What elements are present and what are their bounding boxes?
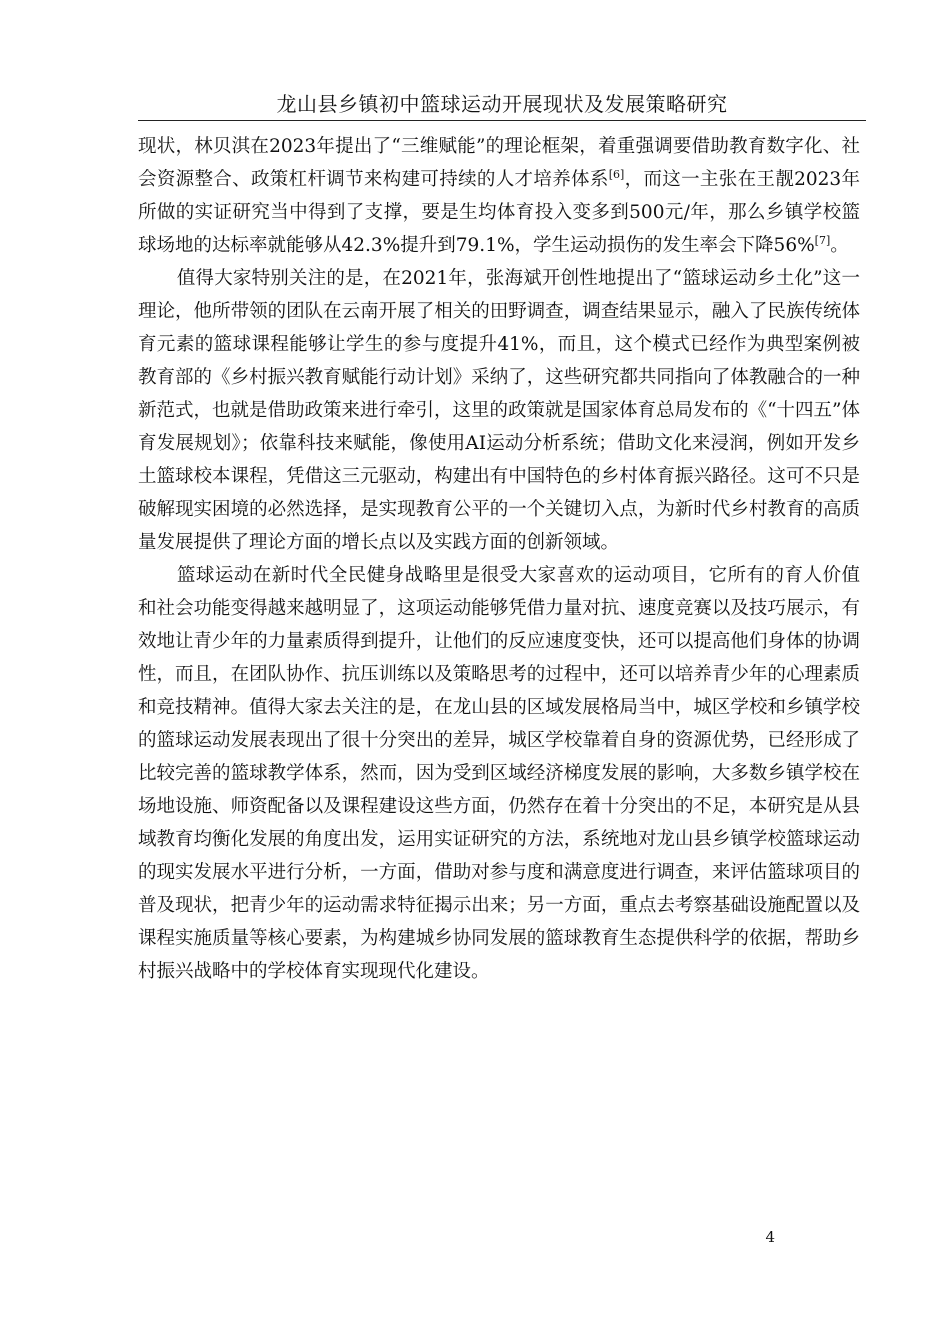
header-rule: [138, 120, 866, 121]
page-number: 4: [765, 1228, 775, 1246]
citation-7: [7]: [814, 234, 831, 247]
running-header-title: 龙山县乡镇初中篮球运动开展现状及发展策略研究: [276, 92, 728, 116]
paragraph-1-text-a: 现状，林贝淇在2023年提出了“三维赋能”的理论框架，着重强调要借助教育数字化、社会资源整合、政策杠杆调节来构建可持续的人才培养体系: [138, 136, 860, 190]
paragraph-3: 篮球运动在新时代全民健身战略里是很受大家喜欢的运动项目，它所有的育人价值和社会功能变得越来越明显了，这项运动能够凭借力量对抗、速度竞赛以及技巧展示，有效地让青少年的力量素质得到提升，让他们的反应速度变快，还可以提高他们身体的协调性，而且，在团队协作、抗压训练以及策略思考的过程中，还可以培养青少年的心理素质和竞技精神。值得大家去关注的是，在龙山县的区域发展格局当中，城区学校和乡镇学校的篮球运动发展表现出了很十分突出的差异，城区学校靠着自身的资源优势，已经形成了比较完善的篮球教学体系，然而，因为受到区域经济梯度发展的影响，大多数乡镇学校在场地设施、师资配备以及课程建设这些方面，仍然存在着十分突出的不足，本研究是从县域教育均衡化发展的角度出发，运用实证研究的方法，系统地对龙山县乡镇学校篮球运动的现实发展水平进行分析，一方面，借助对参与度和满意度进行调查，来评估篮球项目的普及现状，把青少年的运动需求特征揭示出来；另一方面，重点去考察基础设施配置以及课程实施质量等核心要素，为构建城乡协同发展的篮球教育生态提供科学的依据，帮助乡村振兴战略中的学校体育实现现代化建设。: [138, 565, 860, 982]
paragraph-1-text-c: 。: [830, 235, 849, 256]
citation-6: [6]: [608, 168, 625, 181]
body-text: [138, 130, 860, 988]
paragraph-1: [138, 130, 860, 262]
paragraph-2: 值得大家特别关注的是，在2021年，张海斌开创性地提出了“篮球运动乡土化”这一理论，他所带领的团队在云南开展了相关的田野调查，调查结果显示，融入了民族传统体育元素的篮球课程能够让学生的参与度提升41%，而且，这个模式已经作为典型案例被教育部的《乡村振兴教育赋能行动计划》采纳了，这些研究都共同指向了体教融合的一种新范式，也就是借助政策来进行牵引，这里的政策就是国家体育总局发布的《“十四五”体育发展规划》；依靠科技来赋能，像使用AI运动分析系统；借助文化来浸润，例如开发乡土篮球校本课程，凭借这三元驱动，构建出有中国特色的乡村体育振兴路径。这可不只是破解现实困境的必然选择，是实现教育公平的一个关键切入点，为新时代乡村教育的高质量发展提供了理论方面的增长点以及实践方面的创新领域。: [138, 268, 860, 553]
paragraph-1-text-b: ，而这一主张在王靓2023年所做的实证研究当中得到了支撑，要是生均体育投入变多到500元/年，那么乡镇学校篮球场地的达标率就能够从42.3%提升到79.1%，学生运动损伤的发生率会下降56%: [138, 169, 860, 256]
